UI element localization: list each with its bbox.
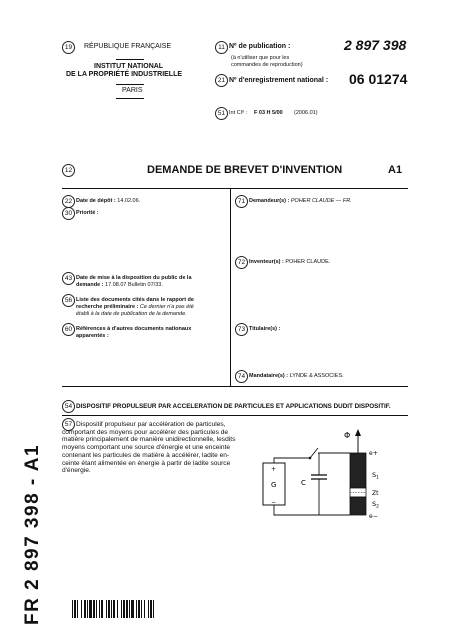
barcode-bar — [96, 600, 97, 618]
inid-71: 71 — [235, 195, 248, 208]
barcode — [72, 600, 204, 618]
barcode-bar — [77, 600, 78, 618]
holder-label: Titulaire(s) : — [249, 326, 281, 332]
barcode-bar — [126, 600, 128, 618]
column-divider — [230, 189, 231, 386]
abstract-line-2: comportant des moyens pour accélérer des particules de — [62, 428, 229, 436]
agent-value: LYNDE & ASSOCIES. — [289, 373, 344, 379]
svg-text:S1 — [372, 471, 379, 481]
cited-docs-note-line3: établi à la date de publication de la demande. — [76, 311, 187, 317]
inid-54: 54 — [62, 400, 75, 413]
registration-label: Nº d'enregistrement national : — [229, 77, 329, 84]
inid-56: 56 — [62, 294, 75, 307]
inid-60: 60 — [62, 323, 75, 336]
abstract-line-1: Dispositif propulseur par accélération de particules, — [76, 421, 226, 428]
barcode-bar — [138, 600, 140, 618]
s2-label: S — [372, 500, 377, 508]
header-rule-bottom — [116, 98, 144, 99]
inid-12: 12 — [62, 164, 75, 177]
s1-subscript: 1 — [376, 475, 380, 481]
barcode-bar — [72, 600, 73, 618]
barcode-bar — [87, 600, 88, 618]
related-docs-line1: Références à d'autres documents nationaux — [76, 326, 192, 332]
deposit-date-value: 14.02.06. — [117, 198, 141, 204]
barcode-bar — [144, 600, 145, 618]
inid-43: 43 — [62, 272, 75, 285]
inid-51: 51 — [215, 107, 228, 120]
document-type-title: DEMANDE DE BREVET D'INVENTION — [147, 164, 343, 176]
e-minus-label: e− — [369, 513, 378, 520]
zt-label: Zt — [372, 490, 379, 497]
inid-30: 30 — [62, 207, 75, 220]
barcode-bar — [74, 600, 76, 618]
flux-arrow-head — [355, 429, 361, 436]
abstract-line-6: ceinte étant alimentée en énergie à partir de ladite source — [62, 459, 231, 467]
publication-label: Nº de publication : — [229, 43, 291, 50]
circuit-figure — [255, 425, 405, 525]
applicant-value: POHER CLAUDE — FR. — [290, 198, 352, 204]
rule-below-invention — [62, 415, 408, 416]
country-name: RÉPUBLIQUE FRANÇAISE — [84, 43, 172, 50]
priority-label: Priorité : — [76, 210, 99, 216]
capacitor-label: C — [301, 479, 306, 487]
barcode-bar — [117, 600, 118, 618]
office-name-line1: INSTITUT NATIONAL — [94, 63, 164, 70]
barcode-bar — [136, 600, 137, 618]
agent-label: Mandataire(s) : — [249, 373, 289, 379]
barcode-bar — [89, 600, 92, 618]
inventor-label: Inventeur(s) : — [249, 259, 284, 265]
intcl-code: F 03 H 5/00 — [254, 110, 283, 116]
intcl-year: (2006.01) — [294, 110, 318, 116]
wire-bottom — [274, 505, 350, 515]
cited-docs-note: Ce dernier n'a pas été — [139, 304, 194, 310]
intcl-label: Int Cl⁸ : — [229, 110, 248, 116]
wire-top-left — [274, 458, 310, 463]
barcode-bar — [113, 600, 115, 618]
barcode-bar — [141, 600, 142, 618]
publication-note-line1: (à n'utiliser que pour les — [231, 55, 290, 61]
cited-docs-label: recherche préliminaire : — [76, 304, 139, 310]
publication-note-line2: commandes de reproduction) — [231, 62, 303, 68]
document-kind-code: A1 — [388, 164, 403, 176]
public-date-value: 17.08.07 Bulletin 07/33. — [105, 282, 163, 288]
registration-number: 06 01274 — [349, 71, 408, 87]
inid-74: 74 — [235, 370, 248, 383]
barcode-bar — [111, 600, 112, 618]
office-city: PARIS — [122, 87, 143, 94]
publication-number: 2 897 398 — [344, 37, 407, 53]
applicant-label: Demandeur(s) : — [249, 198, 290, 204]
svg-text:S2 — [372, 500, 379, 510]
generator-label: G — [271, 481, 277, 489]
inid-22: 22 — [62, 195, 75, 208]
public-date-label-line2: demande : — [76, 282, 104, 288]
superconductor-s1 — [350, 453, 366, 488]
barcode-bar — [84, 600, 86, 618]
rule-below-title — [62, 188, 408, 189]
header-rule-top — [116, 59, 144, 60]
minus-label: − — [271, 499, 277, 506]
switch-blade — [310, 448, 318, 458]
barcode-bar — [101, 600, 103, 618]
barcode-bar — [108, 600, 110, 618]
e-plus-label: e+ — [369, 450, 378, 457]
barcode-bar — [129, 600, 130, 618]
office-name-line2: DE LA PROPRIÉTÉ INDUSTRIELLE — [66, 71, 183, 78]
superconductor-s2 — [350, 497, 366, 515]
phi-label: Φ — [344, 431, 351, 440]
inid-11: 11 — [215, 41, 228, 54]
abstract-line-3: matière principalement de manière unidirectionnelle, lesdits — [62, 436, 236, 444]
s1-label: S — [372, 471, 377, 479]
abstract-line-7: d'énergie. — [62, 467, 91, 475]
abstract-line-4: moyens comportant une source d'énergie et une enceinte — [62, 444, 231, 452]
barcode-bar — [106, 600, 107, 618]
barcode-bar — [121, 600, 122, 618]
plus-label: + — [271, 466, 277, 473]
related-docs-line2: apparentés : — [76, 333, 109, 339]
inid-19: 19 — [62, 41, 75, 54]
barcode-bar — [93, 600, 95, 618]
switch-pivot — [309, 457, 312, 460]
sidebar-publication-number: FR 2 897 398 - A1 — [22, 443, 43, 625]
barcode-bar — [123, 600, 125, 618]
rule-above-invention — [62, 386, 408, 387]
barcode-bar — [131, 600, 134, 618]
header-rule-mid — [116, 84, 144, 85]
inid-57: 57 — [62, 418, 75, 431]
barcode-bar — [150, 600, 152, 618]
barcode-bar — [99, 600, 100, 618]
s2-subscript: 2 — [376, 504, 380, 510]
barcode-bar — [148, 600, 149, 618]
invention-title: DISPOSITIF PROPULSEUR PAR ACCELERATION DE PARTICULES ET APPLICATIONS DUDIT DISPOSITIF. — [76, 403, 391, 410]
barcode-bar — [153, 600, 154, 618]
cited-docs-line1: Liste des documents cités dans le rapport de — [76, 297, 194, 303]
inventor-value: POHER CLAUDE. — [285, 259, 331, 265]
inid-73: 73 — [235, 323, 248, 336]
barcode-bar — [81, 600, 82, 618]
deposit-date-label: Date de dépôt : — [76, 198, 116, 204]
public-date-label-line1: Date de mise à la disposition du public de la — [76, 275, 192, 281]
inid-72: 72 — [235, 256, 248, 269]
abstract-line-5: contenant les particules de matière à accélérer, ladite en- — [62, 451, 230, 459]
inid-21: 21 — [215, 74, 228, 87]
